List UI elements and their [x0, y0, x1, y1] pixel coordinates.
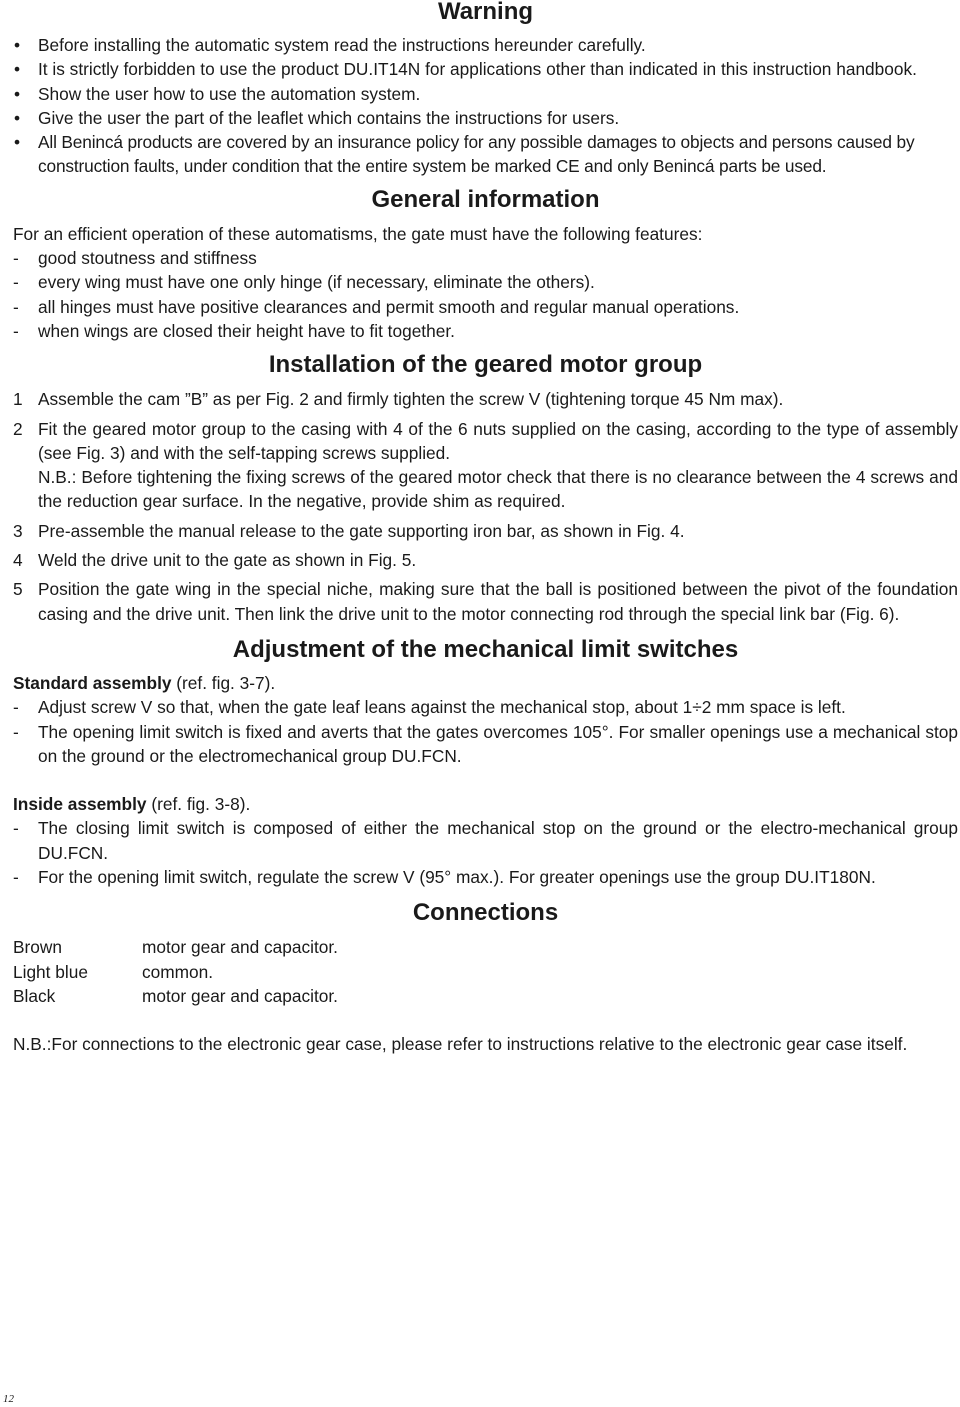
- table-row: Brown motor gear and capacitor.: [13, 937, 338, 958]
- warning-bullet: • All Benincá products are covered by an insurance policy for any possible damages to objects and persons caused by construction faults, under condition that the entire system be marked CE and only Benincá parts be used.: [14, 132, 915, 177]
- general-list: [13, 246, 958, 343]
- installation-note: N.B.: Before tightening the fixing screws of the geared motor check that there is no clearance between the 4 screws and the reduction gear surface. In the negative, provide shim as required.: [38, 467, 958, 512]
- warning-bullet: • Give the user the part of the leaflet which contains the instructions for users.: [14, 107, 620, 128]
- list-item: - For the opening limit switch, regulate the screw V (95° max.). For greater openings use the group DU.IT180N.: [13, 867, 876, 888]
- installation-heading: Installation of the geared motor group: [268, 351, 703, 379]
- installation-step: 5 Position the gate wing in the special niche, making sure that the ball is positioned between the pivot of the foundation casing and the drive unit. Then link the drive unit to the motor connecting rod through the special link bar (Fig. 6).: [13, 579, 958, 624]
- list-item: - good stoutness and stiffness: [13, 248, 257, 269]
- table-row: Black motor gear and capacitor.: [13, 985, 338, 1006]
- list-item: - when wings are closed their height have to fit together.: [13, 320, 455, 341]
- inside-assembly-list: [13, 816, 958, 889]
- adjustment-heading: Adjustment of the mechanical limit switches: [232, 635, 739, 663]
- warning-bullet: • Show the user how to use the automation system.: [14, 83, 421, 104]
- list-item: - all hinges must have positive clearances and permit smooth and regular manual operations.: [13, 296, 740, 317]
- installation-step: 1 Assemble the cam ”B” as per Fig. 2 and firmly tighten the screw V (tightening torque 45 Nm max).: [13, 389, 784, 410]
- document-page: [13, 0, 958, 1057]
- list-item: - The opening limit switch is fixed and averts that the gates overcomes 105°. For smaller openings use a mechanical stop on the ground or the electromechanical group DU.FCN.: [13, 721, 958, 766]
- list-item: - Adjust screw V so that, when the gate leaf leans against the mechanical stop, about 1÷2 mm space is left.: [13, 697, 846, 718]
- standard-assembly-list: [13, 695, 958, 768]
- list-item: - every wing must have one only hinge (if necessary, eliminate the others).: [13, 272, 595, 293]
- list-item: - The closing limit switch is composed of either the mechanical stop on the ground or the electro-mechanical group DU.FCN.: [13, 818, 958, 863]
- installation-step: 2 Fit the geared motor group to the casing with 4 of the 6 nuts supplied on the casing, according to the type of assembly (see Fig. 3) and with the self-tapping screws supplied. N.B.: Before tightening the fixing screws of the geared motor check that there is no clearance between the 4 screws and the reduction gear surface. In the negative, provide shim as required.: [13, 417, 958, 514]
- warning-bullet: • It is strictly forbidden to use the product DU.IT14N for applications other than indicated in this instruction handbook.: [14, 59, 917, 80]
- installation-steps: [13, 387, 958, 626]
- connections-note: N.B.:For connections to the electronic gear case, please refer to instructions relative to the electronic gear case itself.: [13, 1034, 908, 1055]
- warning-heading: Warning: [437, 0, 534, 25]
- connections-heading: Connections: [412, 899, 559, 927]
- warning-bullet: • Before installing the automatic system read the instructions hereunder carefully.: [14, 35, 646, 55]
- page-number: 12: [3, 1393, 14, 1405]
- installation-step: 4 Weld the drive unit to the gate as shown in Fig. 5.: [13, 550, 417, 571]
- standard-assembly-label: Standard assembly (ref. fig. 3-7).: [13, 672, 276, 693]
- warning-list: [13, 33, 958, 179]
- connections-table: [13, 935, 958, 1008]
- installation-step: 3 Pre-assemble the manual release to the gate supporting iron bar, as shown in Fig. 4.: [13, 520, 685, 541]
- table-row: Light blue common.: [13, 961, 214, 982]
- general-intro: For an efficient operation of these automatisms, the gate must have the following features:: [13, 223, 703, 244]
- general-heading: General information: [371, 185, 600, 213]
- inside-assembly-label: Inside assembly (ref. fig. 3-8).: [13, 794, 251, 815]
